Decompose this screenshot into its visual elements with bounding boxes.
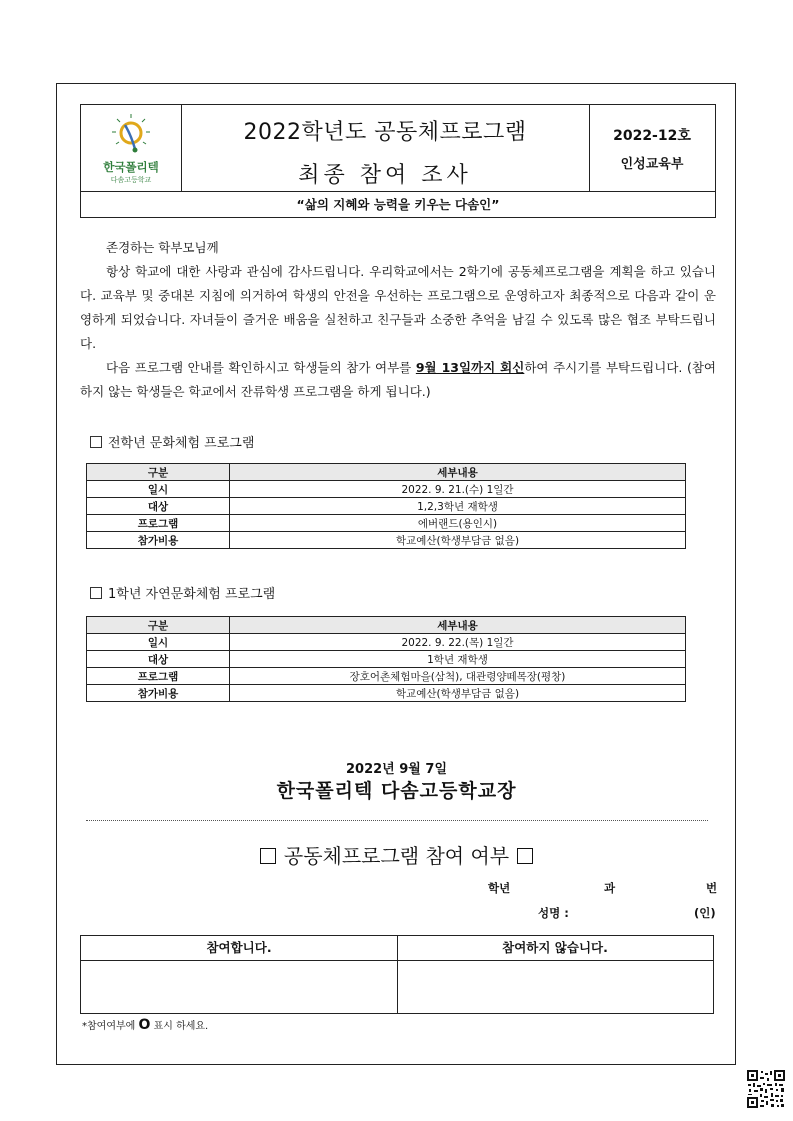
table-row xyxy=(87,634,686,651)
row-key: 프로그램 xyxy=(87,515,230,532)
number-label: 번 xyxy=(706,881,718,895)
checkbox-square-icon xyxy=(90,436,102,448)
header-box xyxy=(80,104,716,218)
reply-choice-table xyxy=(80,935,714,1014)
row-key: 참가비용 xyxy=(87,532,230,549)
table-row xyxy=(87,651,686,668)
row-value: 학교예산(학생부담금 없음) xyxy=(230,685,686,702)
salutation: 존경하는 학부모님께 xyxy=(106,240,219,255)
name-label: 성명 : xyxy=(538,906,569,920)
doc-title-line2: 최종 참여 조사 xyxy=(298,163,472,188)
row-key: 일시 xyxy=(87,481,230,498)
department: 인성교육부 xyxy=(620,157,684,172)
table-row xyxy=(87,668,686,685)
letter-paragraph-2 xyxy=(80,356,716,404)
logo-name: 한국폴리텍 xyxy=(103,160,159,174)
checkbox-square-icon xyxy=(517,848,533,864)
instruction-note xyxy=(82,1017,208,1033)
doc-title-line1: 2022학년도 공동체프로그램 xyxy=(243,120,527,145)
grade-label: 학년 xyxy=(488,881,511,895)
row-value: 1학년 재학생 xyxy=(230,651,686,668)
row-value: 1,2,3학년 재학생 xyxy=(230,498,686,515)
logo-subtitle: 다솜고등학교 xyxy=(110,176,152,184)
table-row xyxy=(87,685,686,702)
col-header-category: 구분 xyxy=(87,617,230,634)
program1-heading xyxy=(90,432,254,451)
doc-number: 2022-12호 xyxy=(613,128,691,144)
row-key: 대상 xyxy=(87,651,230,668)
document-frame xyxy=(56,83,736,1065)
col-header-category: 구분 xyxy=(87,464,230,481)
participate-mark-area[interactable] xyxy=(81,961,397,1013)
table-row xyxy=(87,481,686,498)
qr-code-icon xyxy=(746,1069,786,1109)
title-cell xyxy=(181,105,590,191)
program2-table xyxy=(86,616,686,702)
doc-code-cell xyxy=(589,105,715,191)
checkbox-square-icon xyxy=(90,587,102,599)
row-key: 프로그램 xyxy=(87,668,230,685)
table-row xyxy=(87,498,686,515)
cut-line xyxy=(86,820,708,821)
issue-date: 2022년 9월 7일 xyxy=(346,762,447,777)
seal-label: (인) xyxy=(694,906,716,920)
row-value: 학교예산(학생부담금 없음) xyxy=(230,532,686,549)
principal-signature: 한국폴리텍 다솜고등학교장 xyxy=(276,780,517,802)
row-value: 2022. 9. 21.(수) 1일간 xyxy=(230,481,686,498)
option-not-participate: 참여하지 않습니다. xyxy=(397,936,713,961)
reply-deadline: 9월 13일까지 회신 xyxy=(415,360,525,375)
note-post: 표시 하세요. xyxy=(150,1021,209,1032)
row-value: 2022. 9. 22.(목) 1일간 xyxy=(230,634,686,651)
table-row xyxy=(87,532,686,549)
program2-title: 1학년 자연문화체험 프로그램 xyxy=(108,587,276,602)
para2-post: 하여 주시기를 부탁드립니다. (참여하지 않는 학생들은 학교에서 잔류학생 프로그램을 하게 됩니다.) xyxy=(80,360,716,399)
program1-title: 전학년 문화체험 프로그램 xyxy=(108,436,255,451)
table-header-row xyxy=(87,464,686,481)
letter-paragraph-1: 항상 학교에 대한 사랑과 관심에 감사드립니다. 우리학교에서는 2학기에 공동체프로그램을 계획을 하고 있습니다. 교육부 및 중대본 지침에 의거하여 학생의 안전을 우선하는 프로그램으로 운영하고자 최종적으로 다음과 같이 운영하게 되었습니다. 자녀들이 즐거운 배움을 실천하고 친구들과 소중한 추억을 남길 수 있도록 많은 협조 부탁드립니다. xyxy=(80,264,716,351)
row-key: 참가비용 xyxy=(87,685,230,702)
reply-title-text: 공동체프로그램 참여 여부 xyxy=(283,844,510,868)
row-key: 일시 xyxy=(87,634,230,651)
logo-emblem-icon xyxy=(81,105,181,161)
row-value: 장호어촌체험마을(삼척), 대관령양떼목장(평창) xyxy=(230,668,686,685)
table-header-row xyxy=(87,617,686,634)
option-participate: 참여합니다. xyxy=(81,936,397,961)
school-logo xyxy=(81,105,182,191)
program2-heading xyxy=(90,583,275,602)
dept-label: 과 xyxy=(604,881,616,895)
col-header-detail: 세부내용 xyxy=(230,617,686,634)
not-participate-mark-area[interactable] xyxy=(398,961,713,1013)
table-row xyxy=(87,515,686,532)
para2-pre: 다음 프로그램 안내를 확인하시고 학생들의 참가 여부를 xyxy=(106,360,416,375)
reply-title xyxy=(0,840,793,869)
row-key: 대상 xyxy=(87,498,230,515)
note-mark: O xyxy=(138,1017,151,1033)
school-motto: “삶의 지혜와 능력을 키우는 다솜인” xyxy=(81,191,715,217)
col-header-detail: 세부내용 xyxy=(230,464,686,481)
program1-table xyxy=(86,463,686,549)
checkbox-square-icon xyxy=(260,848,276,864)
row-value: 에버랜드(용인시) xyxy=(230,515,686,532)
note-pre: *참여여부에 xyxy=(82,1021,139,1032)
